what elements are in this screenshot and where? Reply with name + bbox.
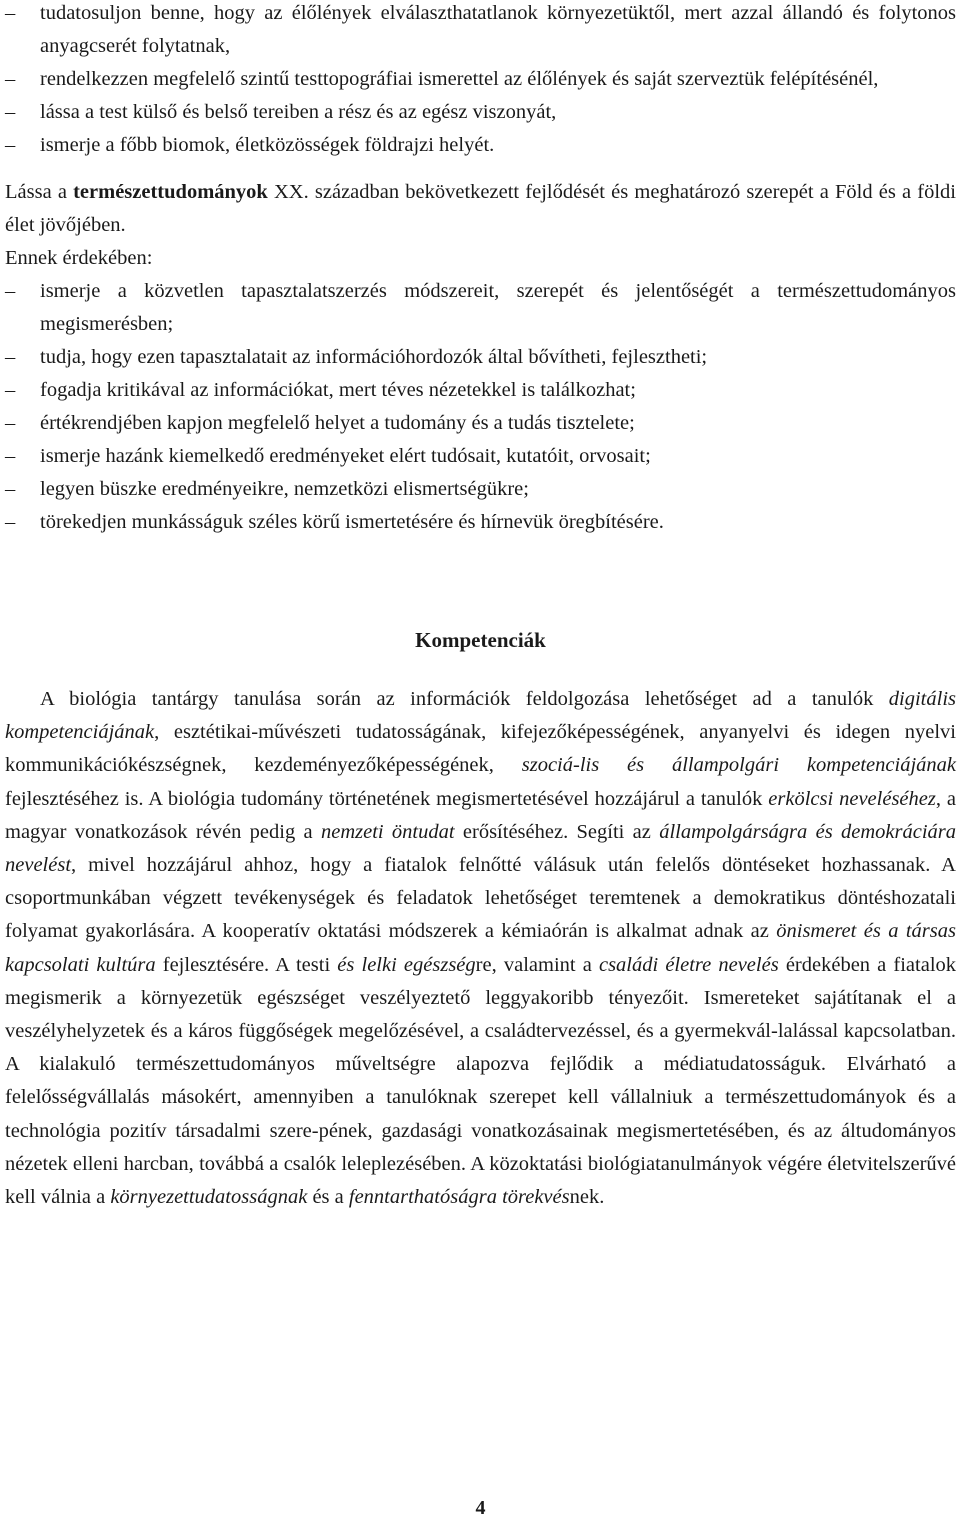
goal-text-end: XX. században bekövetkezett fejlődését és meghatározó szerepét a Föld és a földi élet jövőjében. (5, 181, 956, 236)
italic-term: családi életre nevelés (598, 953, 779, 976)
paragraph-text: , esztétikai-művészeti tudatosságának, kifejezőképességének, anyanyelvi és idegen nyelvi kommunikációkészségnek, kezdeményezőképességének, (5, 721, 956, 777)
goal-paragraph (5, 176, 956, 242)
document-page (5, 0, 957, 1519)
paragraph-text: és a (307, 1186, 349, 1209)
intro-label: Ennek érdekében: (5, 247, 153, 269)
list-item: – lássa a test külső és belső tereiben a rész és az egész viszonyát, (5, 96, 956, 129)
list-item: – törekedjen munkásságuk széles körű ismertetésére és hírnevük öregbítésére. (5, 506, 956, 539)
italic-term: és lelki egészség (337, 953, 476, 976)
italic-term: önismeret és a társas kapcsolati kultúra (5, 920, 956, 976)
paragraph-text: érdekében a fiatalok megismerik a környezetük egészséget veszélyeztető leggyakoribb tényezőit. Ismereteket sajátítanak el a veszélyhelyzetek és a káros függőségek megelőzésével, a családtervezéssel, és a gyermekvál-lalással kapcsolatban. A kialakuló természettudományos műveltségre alapozva fejlődik a médiatudatosságuk. Elvárható a felelősségvállalás másokért, amennyiben a tanulóknak szerepet kell vállalniuk a természettudományok és a technológia pozitív társadalmi szere-pének, gazdasági vonatkozásainak megismertetésében, és az áltudományos nézetek elleni harcban, továbbá a csalók leleplezésében. A közoktatási biológiatanulmányok végére életvitelszerűvé kell válnia a (5, 953, 957, 1209)
section-heading: Kompetenciák (415, 628, 546, 652)
paragraph-text: fejlesztéséhez is. A biológia tudomány történetének megismertetésével hozzájárul a tanulók (5, 787, 769, 810)
italic-term: fenntarthatóságra törekvés (348, 1186, 570, 1209)
goal-bold-term: természettudományok (73, 181, 268, 203)
italic-term: környezettudatosságnak (110, 1186, 308, 1209)
paragraph-text: , a magyar vonatkozások révén pedig a (5, 787, 956, 843)
competence-paragraph (5, 683, 956, 1214)
list-item: – értékrendjében kapjon megfelelő helyet a tudomány és a tudás tisztelete; (5, 407, 956, 440)
italic-term: digitális kompetenciájának (5, 688, 956, 744)
italic-term: nemzeti öntudat (320, 820, 455, 843)
italic-term: szociá-lis és állampolgári kompetenciájának (521, 754, 956, 777)
list-item: – rendelkezzen megfelelő szintű testtopográfiai ismerettel az élőlények és saját szerveztük felépítésénél, (5, 63, 956, 96)
list-item: – tudja, hogy ezen tapasztalatait az információhordozók által bővítheti, fejlesztheti; (5, 341, 956, 374)
page-number: 4 (475, 1497, 486, 1519)
paragraph-text: fejlesztésére. A testi (155, 953, 338, 976)
list-item: – ismerje a főbb biomok, életközösségek földrajzi helyét. (5, 129, 956, 162)
list-item: – ismerje hazánk kiemelkedő eredményeket elért tudósait, kutatóit, orvosait; (5, 440, 956, 473)
list-item: – fogadja kritikával az információkat, mert téves nézetekkel is találkozhat; (5, 374, 956, 407)
goals-bullet-list (5, 275, 956, 539)
paragraph-text: A biológia tantárgy tanulása során az információk feldolgozása lehetőséget ad a tanulók (40, 688, 889, 710)
list-item: – ismerje a közvetlen tapasztalatszerzés módszereit, szerepét és jelentőségét a természettudományos megismerésben; (5, 275, 956, 341)
paragraph-text: nek. (569, 1186, 605, 1209)
italic-term: erkölcsi neveléséhez (768, 787, 936, 810)
italic-term: állampolgárságra és demokráciára nevelést (5, 820, 957, 877)
list-item: – tudatosuljon benne, hogy az élőlények elválaszthatatlanok környezetüktől, mert azzal állandó és folytonos anyagcserét folytatnak, (5, 0, 956, 63)
paragraph-text: re, valamint a (475, 953, 599, 976)
intro-bullet-list (5, 0, 956, 162)
paragraph-text: erősítéséhez. Segíti az (454, 820, 660, 843)
goal-text-start: Lássa a (5, 181, 74, 203)
paragraph-text: , mivel hozzájárul ahhoz, hogy a fiatalok felnőtté válásuk után felelős döntéseket hozhassanak. A csoportmunkában végzett tevékenységek és feladatok lehetőséget teremtenek a demokratikus döntéshozatali folyamat gyakorlására. A kooperatív oktatási módszerek a kémiaórán is alkalmat adnak az (5, 854, 956, 943)
list-item: – legyen büszke eredményeikre, nemzetközi elismertségükre; (5, 473, 956, 506)
